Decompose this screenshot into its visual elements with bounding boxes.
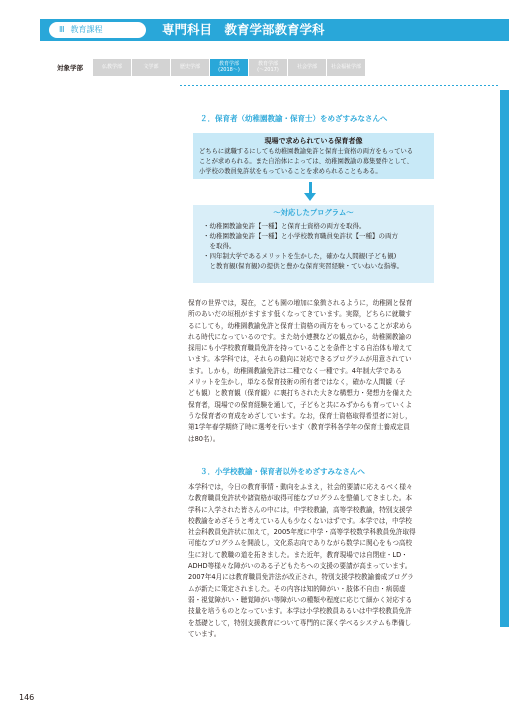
ideal-childcare-title: 現場で求められている保育者像 <box>264 137 363 145</box>
text-line: 弱・視覚障がい・聴覚障がい等障がいの種類や程度に応じて細かく対応する <box>188 595 413 604</box>
program-list <box>203 221 431 271</box>
section2-heading: ２．保育者（幼稚園教諭・保育士）をめざすみなさんへ <box>200 114 388 123</box>
text-line: 小学校の教員免許状をもっていることを求められることもある。 <box>199 168 382 175</box>
dept-tab-social-welfare: 社会福祉学部 <box>327 59 365 76</box>
chapter-badge <box>49 22 146 38</box>
chapter-number: Ⅲ <box>59 25 65 34</box>
dept-tab-education-2017 <box>249 59 287 76</box>
text-line: うな保育者の育成をめざしています。なお，保育士資格取得希望者に対し， <box>188 411 412 420</box>
list-item: ・四年制大学であるメリットを生かした，確かな人間観(子ども観) <box>203 252 397 260</box>
text-line: な教育職員免許状や諸資格が取得可能なプログラムを整備してきました。本 <box>188 494 413 503</box>
text-line: 2007年4月には教育職員免許法が改正され，特別支援学校教諭養成プログラ <box>188 573 414 582</box>
text-line: を基礎として，特別支援教育について専門的に深く学べるシステムも準備し <box>188 618 412 627</box>
down-arrow-head-icon <box>304 193 316 201</box>
text-line: ています。 <box>188 629 221 638</box>
text-line: 校教諭をめざそうと考えている人も少なくないはずです。本学では，中学校 <box>188 516 412 525</box>
dept-tab-sociology: 社会学部 <box>288 59 326 76</box>
list-item: を取得。 <box>203 242 236 250</box>
text-line: 保育の世界では，現在，こども園の増加に象徴されるように，幼稚園と保育 <box>188 299 413 307</box>
dept-tab-line2: (〜2017) <box>257 67 279 73</box>
text-line: ムが新たに策定されました。その内容は知的障がい・肢体不自由・病弱虚 <box>188 584 406 593</box>
program-title: 〜対応したプログラム〜 <box>273 208 354 217</box>
text-line: 採用にも小学校教育職員免許を持っていることを条件とする自治体も増えて <box>188 344 413 353</box>
text-line: れる時代になっているのです。また幼小連携などの観点から，幼稚園教諭の <box>188 332 412 341</box>
page-title: 専門科目 教育学部教育学科 <box>162 22 325 37</box>
text-line: 所のあいだの垣根がますます低くなってきています。実際，どちらに就職す <box>188 310 412 319</box>
text-line: ことが求められる。また自治体によっては、幼稚園教諭の募集要件として、 <box>199 158 413 165</box>
text-line: 保育者，現場での保育経験を通して，子どもと共にみずからも育っていくよ <box>188 400 413 409</box>
section2-paragraph <box>188 298 488 445</box>
text-line: ども観）と教育観（保育観）に裏打ちされた大きな構想力・発想力を備えた <box>188 389 413 398</box>
dept-tab-line1: 教育学部 <box>257 61 278 67</box>
side-accent-bar <box>500 90 509 627</box>
dept-tab-buddhism: 仏教学部 <box>93 59 131 76</box>
text-line: どちらに就職するにしても幼稚園教諭免許と保育士資格の両方をもっている <box>199 148 414 155</box>
ideal-childcare-text <box>199 147 431 177</box>
text-line: います。本学科では，それらの動向に対応できるプログラムが用意されてい <box>188 355 412 364</box>
text-line: 生に対して教職の道を拓きました。また近年，教育現場では自閉症・LD・ <box>188 550 408 559</box>
list-item: ・幼稚園教諭免許【一種】と小学校教育職員免許状【一種】の両方 <box>203 232 398 240</box>
text-line: るにしても，幼稚園教諭免許と保育士資格の両方をもっていることが求めら <box>188 321 413 330</box>
dept-tab-line1: 教育学部 <box>218 61 239 67</box>
dept-tab-history: 歴史学部 <box>171 59 209 76</box>
text-line: ADHD等様々な障がいのある子どもたちへの支援の要請が高まっています。 <box>188 562 412 571</box>
section3-heading: ３．小学校教諭・保育者以外をめざすみなさんへ <box>200 467 365 476</box>
list-item: と教育観(保育観)の提供と豊かな保育実習経験・ていねいな指導。 <box>203 262 404 270</box>
department-label: 対象学部 <box>57 64 83 72</box>
text-line: ます。しかも，幼稚園教諭免許は二種でなく一種です。4年制大学である <box>188 366 403 375</box>
list-item: ・幼稚園教諭免許【一種】と保育士資格の両方を取得。 <box>203 222 366 230</box>
section3-paragraph <box>188 482 488 640</box>
text-line: 本学科では，今日の教育事情・動向をふまえ，社会的要請に応えるべく様々 <box>188 483 413 491</box>
text-line: 技量を培うものとなっています。本学は小学校教員あるいは中学校教員免許 <box>188 607 412 616</box>
chapter-label: 教育課程 <box>70 25 103 34</box>
text-line: 第1学年春学期終了時に選考を行います（教育学科各学年の保育士養成定員 <box>188 423 410 432</box>
text-line: メリットを生かし，単なる保育技術の所有者ではなく，確かな人間観（子 <box>188 378 406 387</box>
page-number: 146 <box>19 693 35 702</box>
text-line: 学科に入学された皆さんの中には，中学校教諭，高等学校教諭，特別支援学 <box>188 505 413 514</box>
dept-tab-education-2018 <box>210 59 248 76</box>
dept-tab-line2: (2018〜) <box>218 67 240 73</box>
text-line: は80名）。 <box>188 434 220 443</box>
dotted-divider <box>180 85 500 86</box>
dept-tab-literature: 文学部 <box>132 59 170 76</box>
text-line: 可能なプログラムを開設し，文化系志向でありながら数学に関心をもつ高校 <box>188 539 413 548</box>
text-line: 社会科教員免許状に加えて，2005年度に中学・高等学校数学科教員免許取得 <box>188 528 416 537</box>
